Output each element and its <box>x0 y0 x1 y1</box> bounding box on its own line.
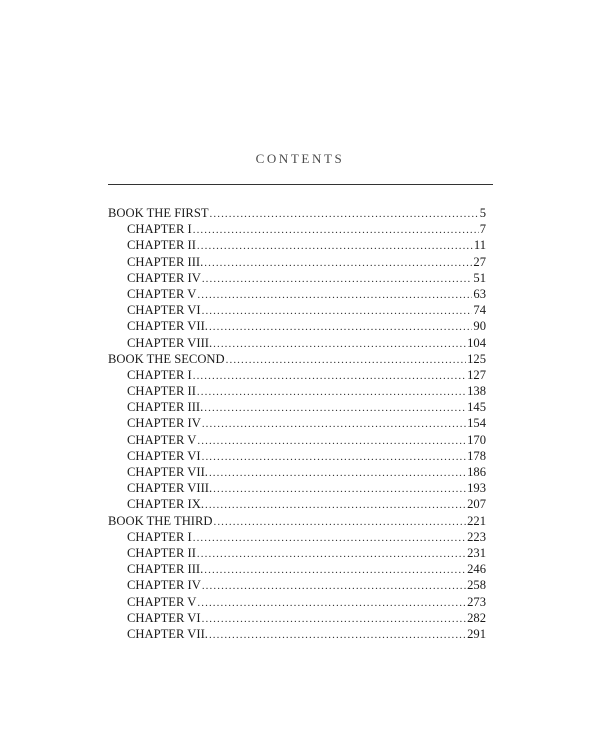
dot-leader <box>202 611 467 626</box>
toc-chapter-entry <box>108 545 486 561</box>
toc-chapter-entry <box>108 221 486 237</box>
toc-chapter-entry <box>108 464 486 480</box>
toc-entry-page-number: 178 <box>467 448 486 463</box>
toc-entry-page-number: 51 <box>473 270 486 285</box>
toc-entry-page-number: 282 <box>467 610 486 625</box>
toc-entry-page-number: 154 <box>467 416 486 431</box>
toc-chapter-entry <box>108 383 486 399</box>
toc-book-entry <box>108 205 486 221</box>
toc-entry-page-number: 127 <box>467 367 486 382</box>
toc-entry-page-number: 145 <box>467 400 486 415</box>
toc-entry-page-number: 291 <box>467 626 486 641</box>
toc-entry-label: CHAPTER II <box>127 545 196 560</box>
dot-leader <box>193 222 479 237</box>
dot-leader <box>193 368 466 383</box>
toc-chapter-entry <box>108 399 486 415</box>
toc-entry-label: CHAPTER IV <box>127 578 201 593</box>
toc-entry-page-number: 5 <box>479 206 486 220</box>
toc-entry-label: CHAPTER VII. <box>127 319 208 334</box>
toc-chapter-entry <box>108 496 486 512</box>
toc-entry-page-number: 193 <box>467 481 486 496</box>
toc-entry-label: CHAPTER V <box>127 432 197 447</box>
toc-entry-page-number: 104 <box>467 335 486 350</box>
toc-entry-label: CHAPTER IV <box>127 416 201 431</box>
toc-entry-page-number: 207 <box>467 497 486 512</box>
toc-chapter-entry <box>108 529 486 545</box>
dot-leader <box>197 546 466 561</box>
toc-book-entry <box>108 513 486 529</box>
toc-entry-label: CHAPTER VIII. <box>127 481 213 496</box>
toc-entry-page-number: 63 <box>473 286 486 301</box>
toc-entry-page-number: 7 <box>479 222 486 237</box>
toc-entry-page-number: 258 <box>467 578 486 593</box>
dot-leader <box>202 449 467 464</box>
contents-heading: CONTENTS <box>255 151 345 166</box>
dot-leader <box>209 465 466 480</box>
toc-chapter-entry <box>108 335 486 351</box>
toc-chapter-entry <box>108 286 486 302</box>
toc-entry-label: BOOK THE SECOND <box>108 351 225 366</box>
dot-leader <box>202 271 473 286</box>
toc-entry-label: CHAPTER I <box>127 222 192 237</box>
toc-chapter-entry <box>108 480 486 496</box>
toc-entry-label: CHAPTER I <box>127 367 192 382</box>
dot-leader <box>209 627 466 642</box>
toc-entry-label: BOOK THE FIRST <box>108 206 209 220</box>
dot-leader <box>202 416 466 431</box>
toc-entry-page-number: 223 <box>467 529 486 544</box>
toc-entry-page-number: 11 <box>473 238 486 253</box>
toc-entry-label: CHAPTER V <box>127 286 197 301</box>
toc-chapter-entry <box>108 561 486 577</box>
toc-chapter-entry <box>108 367 486 383</box>
dot-leader <box>209 319 472 334</box>
toc-entry-page-number: 138 <box>467 384 486 399</box>
toc-chapter-entry <box>108 626 486 642</box>
toc-entry-page-number: 170 <box>467 432 486 447</box>
toc-chapter-entry <box>108 254 486 270</box>
toc-entry-page-number: 186 <box>467 465 486 479</box>
toc-chapter-entry <box>108 302 486 318</box>
dot-leader <box>197 238 473 253</box>
toc-entry-label: CHAPTER VII. <box>127 626 208 641</box>
toc-entry-label: CHAPTER II <box>127 384 196 399</box>
toc-entry-label: CHAPTER VI <box>127 303 201 318</box>
toc-chapter-entry <box>108 594 486 610</box>
toc-entry-label: CHAPTER II <box>127 238 196 253</box>
toc-entry-page-number: 125 <box>467 351 486 366</box>
dot-leader <box>193 530 466 545</box>
toc-entry-label: BOOK THE THIRD <box>108 513 213 528</box>
toc-chapter-entry <box>108 237 486 253</box>
dot-leader <box>204 400 466 415</box>
table-of-contents <box>108 205 486 642</box>
heading-rule <box>108 184 493 185</box>
dot-leader <box>204 255 472 270</box>
toc-entry-page-number: 231 <box>467 545 486 560</box>
toc-chapter-entry <box>108 577 486 593</box>
toc-entry-label: CHAPTER VIII. <box>127 335 213 350</box>
toc-entry-label: CHAPTER III. <box>127 400 204 415</box>
toc-entry-label: CHAPTER IX. <box>127 497 204 512</box>
dot-leader <box>205 497 466 512</box>
dot-leader <box>197 287 472 302</box>
toc-entry-page-number: 273 <box>467 594 486 609</box>
dot-leader <box>202 303 473 318</box>
toc-entry-label: CHAPTER IV <box>127 270 201 285</box>
dot-leader <box>213 514 466 529</box>
toc-chapter-entry <box>108 318 486 334</box>
toc-chapter-entry <box>108 432 486 448</box>
toc-book-entry <box>108 351 486 367</box>
toc-entry-label: CHAPTER V <box>127 594 197 609</box>
toc-entry-label: CHAPTER VI <box>127 448 201 463</box>
dot-leader <box>213 481 466 496</box>
toc-entry-label: CHAPTER VII. <box>127 465 208 479</box>
dot-leader <box>202 578 466 593</box>
toc-chapter-entry <box>108 448 486 464</box>
toc-entry-page-number: 246 <box>467 562 486 577</box>
dot-leader <box>197 433 466 448</box>
toc-entry-label: CHAPTER III. <box>127 254 204 269</box>
toc-entry-label: CHAPTER III. <box>127 562 204 577</box>
toc-chapter-entry <box>108 610 486 626</box>
dot-leader <box>226 352 466 367</box>
dot-leader <box>213 336 466 351</box>
toc-entry-label: CHAPTER VI <box>127 610 201 625</box>
toc-chapter-entry <box>108 415 486 431</box>
toc-entry-page-number: 221 <box>467 513 486 528</box>
toc-entry-page-number: 74 <box>473 303 486 318</box>
dot-leader <box>210 206 479 221</box>
toc-entry-page-number: 27 <box>473 254 486 269</box>
toc-entry-label: CHAPTER I <box>127 529 192 544</box>
toc-entry-page-number: 90 <box>473 319 486 334</box>
dot-leader <box>197 595 466 610</box>
dot-leader <box>197 384 466 399</box>
toc-chapter-entry <box>108 270 486 286</box>
dot-leader <box>204 562 466 577</box>
